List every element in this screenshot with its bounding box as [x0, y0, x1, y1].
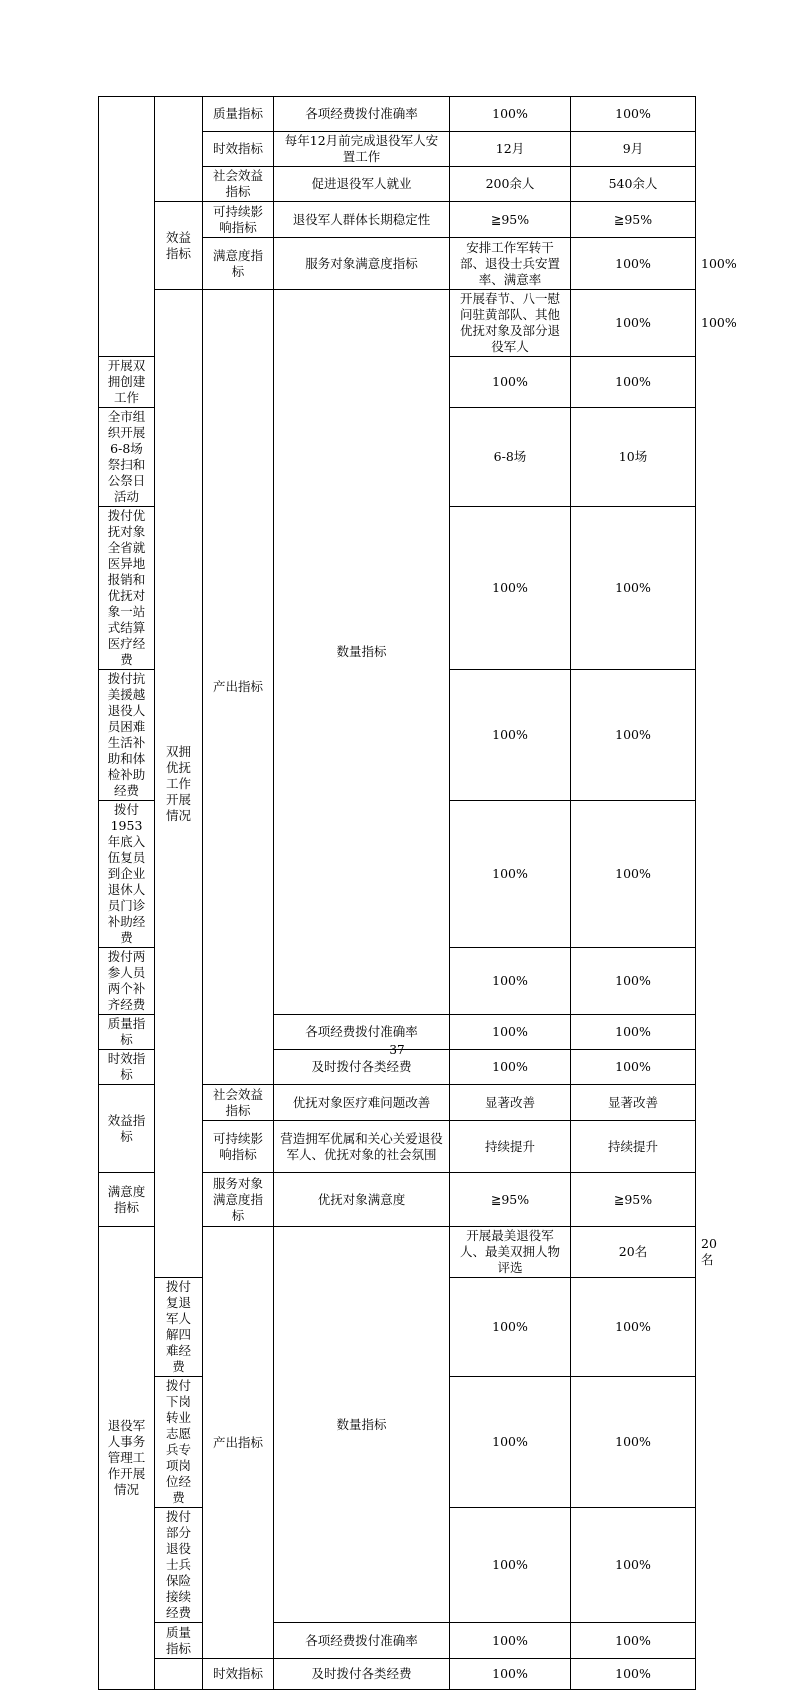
table-cell: 及时拨付各类经费: [274, 1659, 450, 1690]
table-cell: 100%: [571, 1015, 696, 1050]
table-cell: [99, 97, 155, 357]
table-cell: 100%: [450, 357, 571, 408]
table-row: 双拥优抚工作开展情况 产出指标 数量指标 开展春节、八一慰问驻黄部队、其他优抚对象及部分退役军人 100% 100%: [99, 290, 696, 357]
table-cell: 20名: [571, 1227, 696, 1278]
table-cell: 拨付复退军人解四难经费: [155, 1278, 203, 1377]
table-cell: 社会效益指标: [203, 1085, 274, 1121]
table-cell: 安排工作军转干部、退役士兵安置率、满意率: [450, 238, 571, 290]
table-cell: 200余人: [450, 167, 571, 202]
table-cell: 各项经费拨付准确率: [274, 1623, 450, 1659]
table-cell: 优抚对象满意度: [274, 1173, 450, 1227]
table-cell: 100%: [571, 290, 696, 357]
table-cell: 100%: [571, 507, 696, 670]
table-cell: 100%: [571, 1508, 696, 1623]
table-cell: ≧95%: [571, 1173, 696, 1227]
table-cell: 100%: [571, 1050, 696, 1085]
table-cell: 各项经费拨付准确率: [274, 1015, 450, 1050]
table-cell: 开展最美退役军人、最美双拥人物评选: [450, 1227, 571, 1278]
table-cell: 100%: [450, 1377, 571, 1508]
table-cell: 可持续影响指标: [203, 202, 274, 238]
table-cell: [155, 1659, 203, 1690]
table-cell: 拨付两参人员两个补齐经费: [99, 948, 155, 1015]
table-cell: 拨付部分退役士兵保险接续经费: [155, 1508, 203, 1623]
table-cell: ≧95%: [571, 202, 696, 238]
table-cell: 退役军人群体长期稳定性: [274, 202, 450, 238]
table-cell: 6-8场: [450, 408, 571, 507]
table-cell: 持续提升: [450, 1121, 571, 1173]
table-row: [99, 202, 696, 238]
table-row: 退役军人事务管理工作开展情况 产出指标 数量指标 开展最美退役军人、最美双拥人物评选 20名 20名: [99, 1227, 696, 1278]
table-cell: 100%: [571, 238, 696, 290]
table-cell: 全市组织开展6-8场祭扫和公祭日活动: [99, 408, 155, 507]
table-cell: 促进退役军人就业: [274, 167, 450, 202]
table-cell: 服务对象满意度指标: [203, 1173, 274, 1227]
table-cell: 12月: [450, 132, 571, 167]
table-cell: 100%: [450, 1508, 571, 1623]
table-cell: 社会效益指标: [203, 167, 274, 202]
table-cell: 效益指标: [99, 1085, 155, 1173]
table-cell: 服务对象满意度指标: [274, 238, 450, 290]
table-cell: 100%: [571, 1623, 696, 1659]
table-cell: 退役军人事务管理工作开展情况: [99, 1227, 155, 1690]
table-cell: 效益指标: [155, 202, 203, 290]
table-row: [99, 1659, 696, 1690]
table-cell: 产出指标: [203, 290, 274, 1085]
table-body: [99, 97, 737, 1690]
table-cell: 100%: [450, 801, 571, 948]
table-cell: 质量指标: [203, 97, 274, 132]
table-cell: 100%: [571, 1377, 696, 1508]
table-cell: 拨付抗美援越退役人员困难生活补助和体检补助经费: [99, 670, 155, 801]
table-cell: 持续提升: [571, 1121, 696, 1173]
table-cell: [155, 97, 203, 202]
table-cell: 540余人: [571, 167, 696, 202]
table-cell: 9月: [571, 132, 696, 167]
table-cell: 100%: [571, 357, 696, 408]
table-cell: 营造拥军优属和关心关爱退役军人、优抚对象的社会氛围: [274, 1121, 450, 1173]
table-cell: 拨付优抚对象全省就医异地报销和优抚对象一站式结算医疗经费: [99, 507, 155, 670]
table-cell: 质量指标: [155, 1623, 203, 1659]
table-cell: 时效指标: [203, 132, 274, 167]
table-cell: 每年12月前完成退役军人安置工作: [274, 132, 450, 167]
table-cell: 100%: [571, 1659, 696, 1690]
table-cell: 100%: [450, 948, 571, 1015]
table-cell: 数量指标: [274, 1227, 450, 1623]
table-cell: 产出指标: [203, 1227, 274, 1659]
table-cell: 拨付1953年底入伍复员到企业退休人员门诊补助经费: [99, 801, 155, 948]
table-cell: 数量指标: [274, 290, 450, 1015]
table-cell: 满意度指标: [99, 1173, 155, 1227]
table-cell: 可持续影响指标: [203, 1121, 274, 1173]
table-cell: 及时拨付各类经费: [274, 1050, 450, 1085]
table-cell: 100%: [571, 670, 696, 801]
table-row: [99, 97, 696, 132]
table-cell: 100%: [450, 1659, 571, 1690]
table-row: 满意度指标 服务对象满意度指标 安排工作军转干部、退役士兵安置率、满意率 100% 100%: [99, 238, 696, 290]
table-cell: 100%: [450, 507, 571, 670]
table-cell: 质量指标: [99, 1015, 155, 1050]
table-cell: 满意度指标: [203, 238, 274, 290]
table-cell: 100%: [571, 1278, 696, 1377]
table-cell: 100%: [450, 1050, 571, 1085]
table-cell: 100%: [571, 948, 696, 1015]
table-cell: 各项经费拨付准确率: [274, 97, 450, 132]
table-cell: 开展春节、八一慰问驻黄部队、其他优抚对象及部分退役军人: [450, 290, 571, 357]
table-cell: 时效指标: [203, 1659, 274, 1690]
table-cell: 开展双拥创建工作: [99, 357, 155, 408]
table-cell: 100%: [450, 1278, 571, 1377]
table-cell: 100%: [450, 1623, 571, 1659]
table-cell: 时效指标: [99, 1050, 155, 1085]
table-cell: 显著改善: [450, 1085, 571, 1121]
table-cell: 优抚对象医疗难问题改善: [274, 1085, 450, 1121]
table-cell: 100%: [571, 97, 696, 132]
table-cell: 100%: [571, 801, 696, 948]
table-cell: ≧95%: [450, 1173, 571, 1227]
table-row: [99, 1623, 696, 1659]
page-number: 37: [389, 1043, 405, 1057]
table-cell: ≧95%: [450, 202, 571, 238]
table-cell: 双拥优抚工作开展情况: [155, 290, 203, 1278]
table-cell: 100%: [450, 670, 571, 801]
table-cell: 显著改善: [571, 1085, 696, 1121]
table-cell: 拨付下岗转业志愿兵专项岗位经费: [155, 1377, 203, 1508]
table-cell: 10场: [571, 408, 696, 507]
table-cell: 100%: [450, 97, 571, 132]
table-cell: 100%: [450, 1015, 571, 1050]
performance-indicator-table: [98, 96, 737, 1690]
